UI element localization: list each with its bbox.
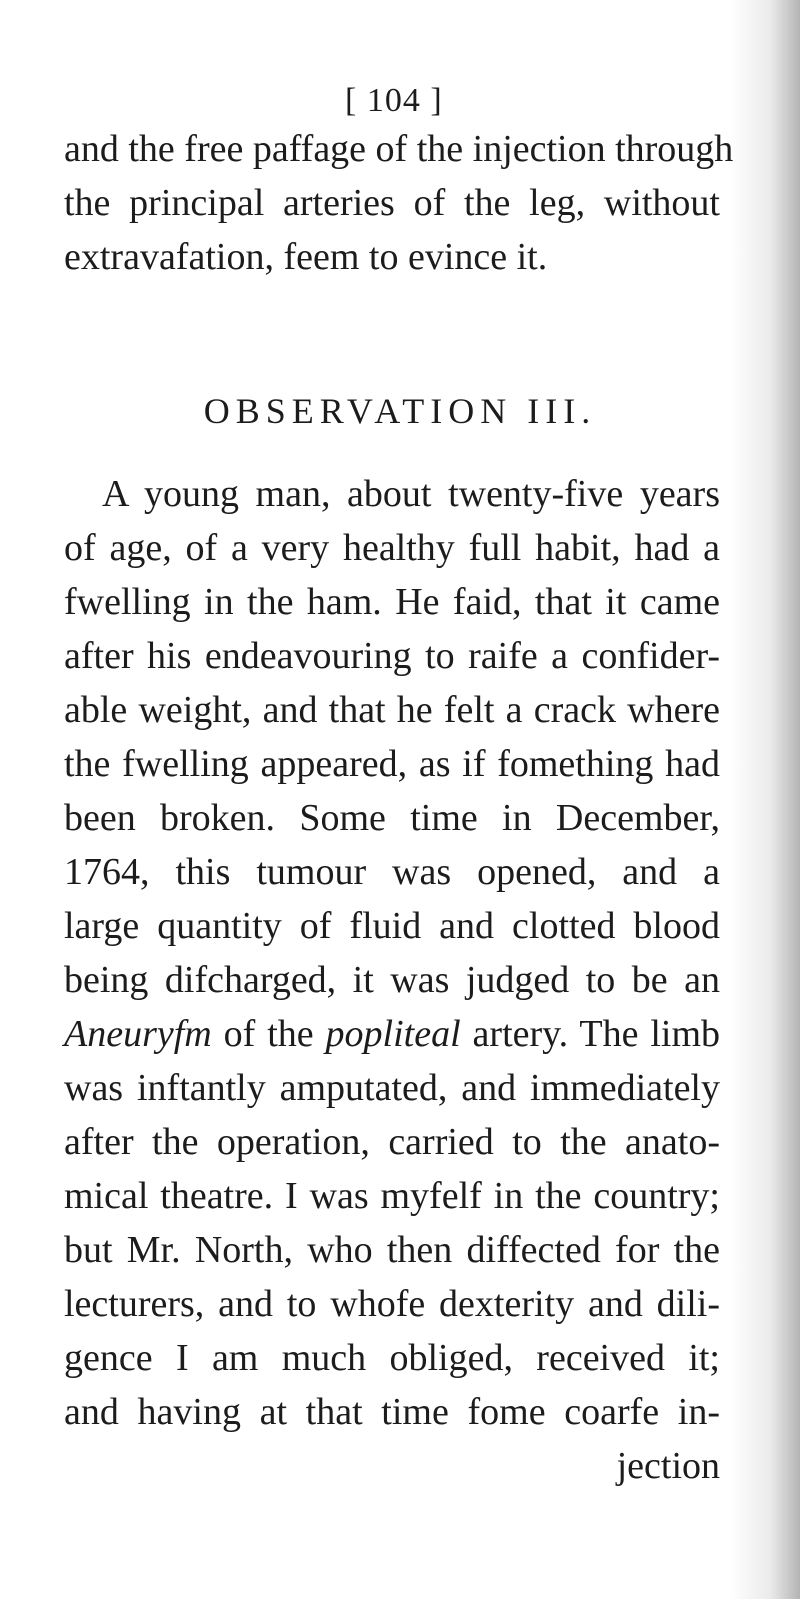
catchword: jection [616, 1445, 720, 1487]
section-heading: OBSERVATION III. [203, 391, 597, 431]
text-line: after his endeavouring to raife a confider- [64, 635, 720, 677]
text-line: been broken. Some time in December, [64, 797, 720, 839]
page-number: [ 104 ] [345, 82, 443, 119]
text-line: was inftantly amputated, and immediately [64, 1067, 720, 1109]
text-line: but Mr. North, who then diffected for the [64, 1229, 720, 1271]
text-line: extravafation, feem to evince it. [64, 236, 548, 278]
text-line: gence I am much obliged, received it; [64, 1337, 720, 1379]
text-line: fwelling in the ham. He faid, that it came [64, 581, 720, 623]
text-line: being difcharged, it was judged to be an [64, 959, 720, 1001]
text-line: and the free paffage of the injection through [64, 128, 734, 170]
text-line: large quantity of fluid and clotted blood [64, 905, 720, 947]
text-line: lecturers, and to whofe dexterity and dili- [64, 1283, 720, 1325]
text-fragment: artery. The limb [472, 1013, 721, 1055]
text-line: the fwelling appeared, as if fomething had [64, 743, 720, 785]
italic-term: Aneuryfm [64, 1013, 212, 1055]
text-line: the principal arteries of the leg, without [64, 182, 720, 224]
text-line: mical theatre. I was myfelf in the country; [64, 1175, 720, 1217]
text-line: 1764, this tumour was opened, and a [64, 851, 720, 893]
text-line-mixed [64, 1007, 720, 1061]
text-line: able weight, and that he felt a crack where [64, 689, 720, 731]
text-line: of age, of a very healthy full habit, had a [64, 527, 720, 569]
text-line: A young man, about twenty-five years [102, 473, 720, 515]
text-fragment: of the [223, 1013, 314, 1055]
text-line: after the operation, carried to the anato- [64, 1121, 720, 1163]
italic-term: popliteal [325, 1013, 461, 1055]
text-line: and having at that time fome coarfe in- [64, 1391, 720, 1433]
